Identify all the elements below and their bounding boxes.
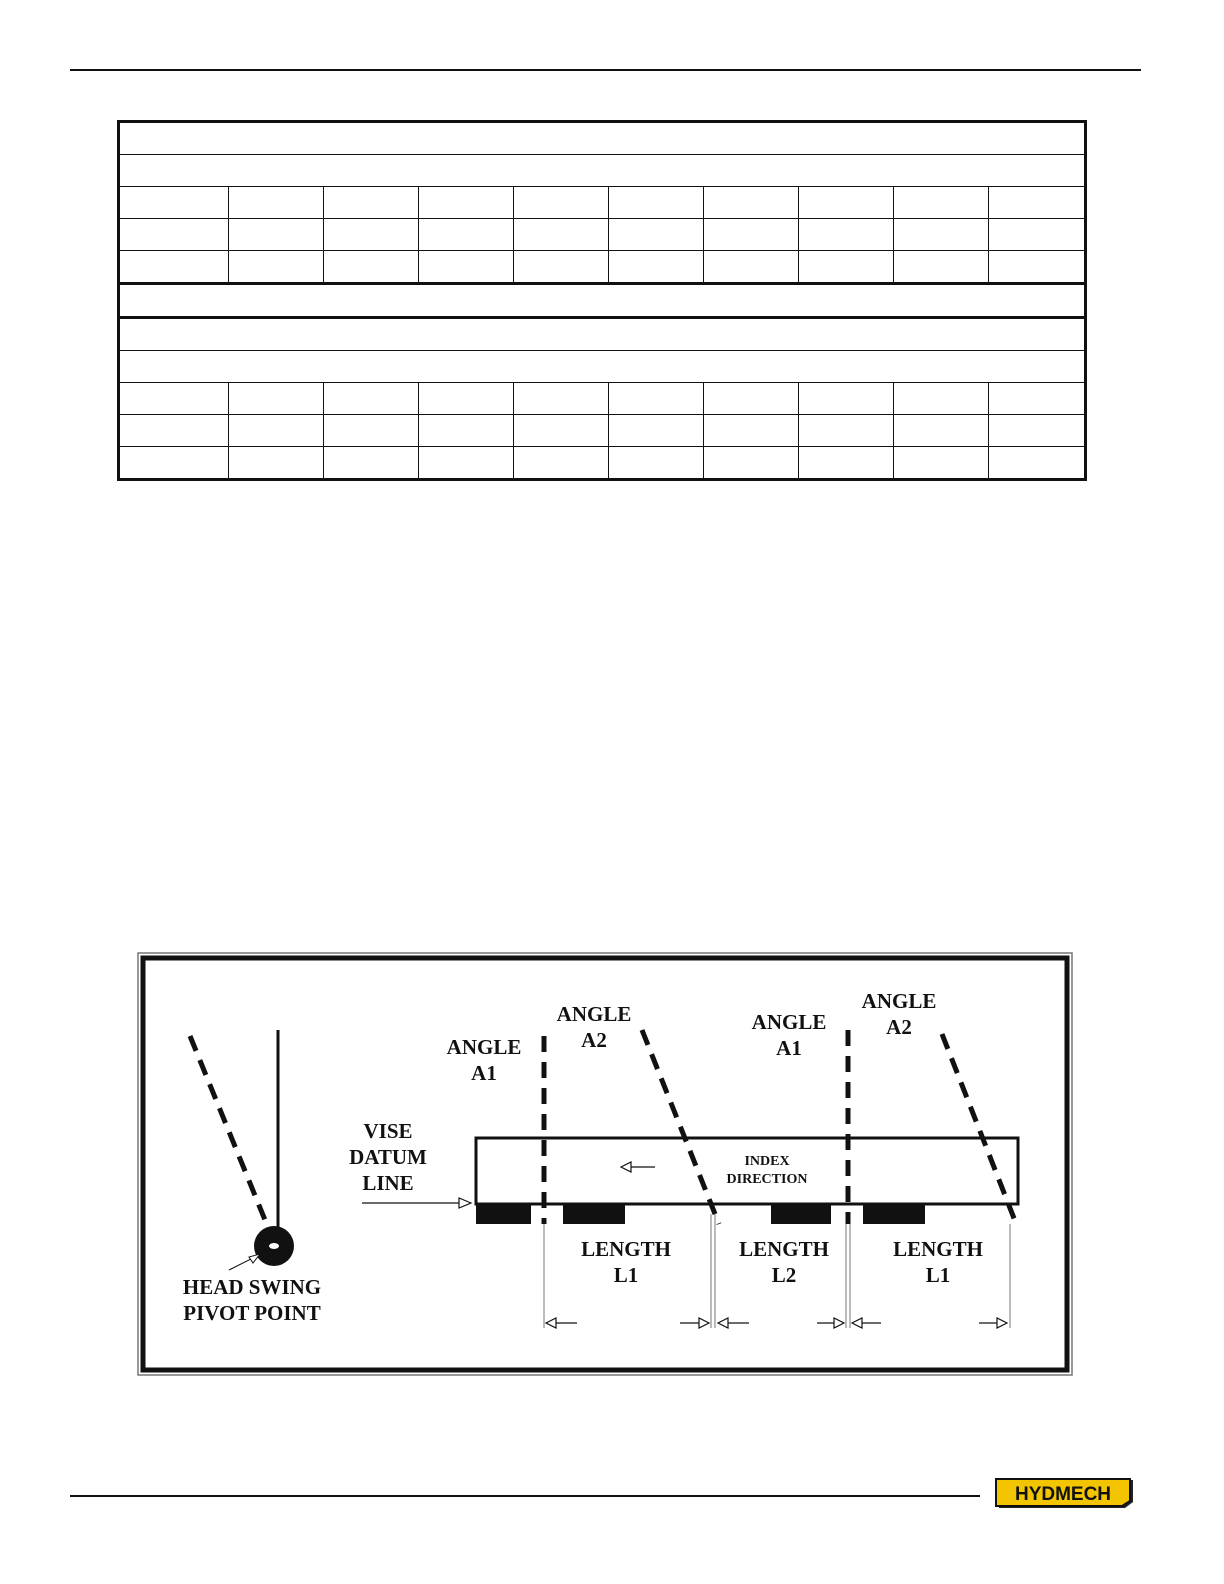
length-l1-right-label-2: L1 [925, 1263, 951, 1287]
length-l2-label-2: L2 [771, 1263, 797, 1287]
specification-table [117, 120, 1087, 481]
pivot-arrow-icon [249, 1254, 260, 1263]
cut-line-a2-left [642, 1030, 719, 1224]
angle-a1-right-label-1: ANGLE [751, 1010, 827, 1034]
vise-datum-label-1: VISE [363, 1119, 413, 1143]
angle-a2-left-label-1: ANGLE [556, 1002, 632, 1026]
table-subtitle-row [119, 155, 1086, 187]
vise-jaw [863, 1204, 925, 1224]
vise-datum-label-2: DATUM [349, 1145, 427, 1169]
table-row [119, 447, 1086, 480]
angle-a1-right-label-2: A1 [776, 1036, 802, 1060]
index-direction-arrow-icon [621, 1162, 631, 1172]
table-row [119, 219, 1086, 251]
vise-jaw [476, 1204, 531, 1224]
pivot-label-2: PIVOT POINT [183, 1301, 321, 1325]
vise-jaw [771, 1204, 831, 1224]
angle-a2-right-label-2: A2 [886, 1015, 912, 1039]
miter-cut-diagram [137, 952, 1073, 1376]
dimension-arrows [546, 1318, 1007, 1328]
header-rule [70, 69, 1141, 71]
workpiece-bar [476, 1138, 1018, 1204]
index-direction-label-1: INDEX [744, 1154, 790, 1169]
table-row [119, 187, 1086, 219]
datum-arrow-icon [459, 1198, 471, 1208]
logo-text: HYDMECH [1014, 1484, 1112, 1505]
table-title-row [119, 318, 1086, 351]
index-direction-label-2: DIRECTION [726, 1172, 808, 1187]
angle-a2-left-label-2: A2 [581, 1028, 607, 1052]
angle-a1-left-label-2: A1 [471, 1061, 497, 1085]
angle-a2-right-label-1: ANGLE [861, 989, 937, 1013]
table-row [119, 251, 1086, 284]
angle-a1-left-label-1: ANGLE [446, 1035, 522, 1059]
length-l1-right-label-1: LENGTH [893, 1237, 983, 1261]
blade-angled-dashed-line [190, 1036, 265, 1220]
hydmech-logo [995, 1478, 1137, 1510]
table-row [119, 383, 1086, 415]
table-separator-row [119, 284, 1086, 318]
footer-rule [70, 1495, 980, 1497]
table-title-row [119, 122, 1086, 155]
table-row [119, 415, 1086, 447]
vise-jaw [563, 1204, 625, 1224]
pivot-label-1: HEAD SWING [182, 1275, 322, 1299]
length-l2-label-1: LENGTH [739, 1237, 829, 1261]
cut-line-a2-right [942, 1034, 1017, 1226]
length-l1-left-label-2: L1 [613, 1263, 639, 1287]
length-l1-left-label-1: LENGTH [581, 1237, 671, 1261]
vise-datum-label-3: LINE [362, 1171, 414, 1195]
table-subtitle-row [119, 351, 1086, 383]
